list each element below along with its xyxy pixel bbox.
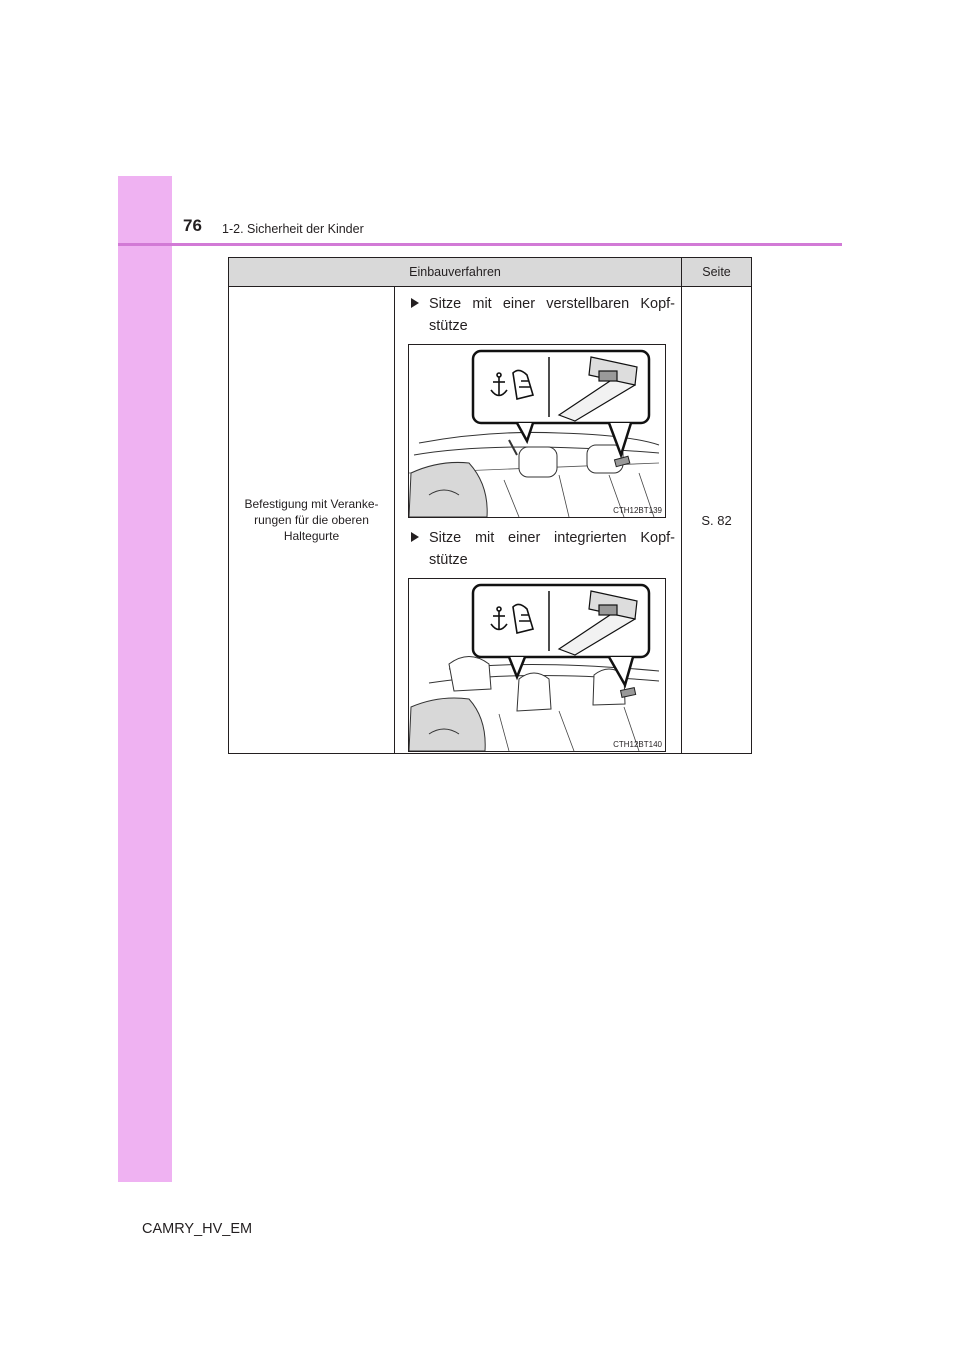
triangle-bullet-icon <box>411 298 419 308</box>
method-text: Befestigung mit Veranke-rungen für die oberen Haltegurte <box>244 497 379 543</box>
detail-cell <box>395 287 682 754</box>
illustration-code: CTH12BT139 <box>613 506 662 515</box>
rear-seat-tether-anchor-illustration <box>409 579 665 751</box>
list-item <box>411 527 675 571</box>
illustration-integrated-headrest <box>408 578 666 752</box>
rear-seat-tether-anchor-illustration <box>409 345 665 517</box>
page-reference-cell <box>682 287 752 754</box>
section-title: 1-2. Sicherheit der Kinder <box>222 222 364 236</box>
item-text-line1: Sitze mit einer verstellbaren Kopf- <box>429 296 675 312</box>
header-method: Einbauverfahren <box>229 258 682 287</box>
item-text-line2: stütze <box>429 552 468 568</box>
side-color-band <box>118 176 172 1182</box>
page-reference: S. 82 <box>701 512 732 528</box>
footer-document-code: CAMRY_HV_EM <box>142 1221 253 1237</box>
method-cell <box>229 287 395 754</box>
illustration-code: CTH12BT140 <box>613 740 662 749</box>
page-number: 76 <box>183 216 202 235</box>
item-text-line2: stütze <box>429 318 468 334</box>
installation-table <box>228 257 752 754</box>
illustration-adjustable-headrest <box>408 344 666 518</box>
triangle-bullet-icon <box>411 532 419 542</box>
table-header-row <box>229 258 752 287</box>
list-item <box>411 293 675 337</box>
header-page: Seite <box>682 258 752 287</box>
header-rule <box>118 243 842 246</box>
item-text-line1: Sitze mit einer integrierten Kopf- <box>429 530 675 546</box>
table-row <box>229 287 752 754</box>
